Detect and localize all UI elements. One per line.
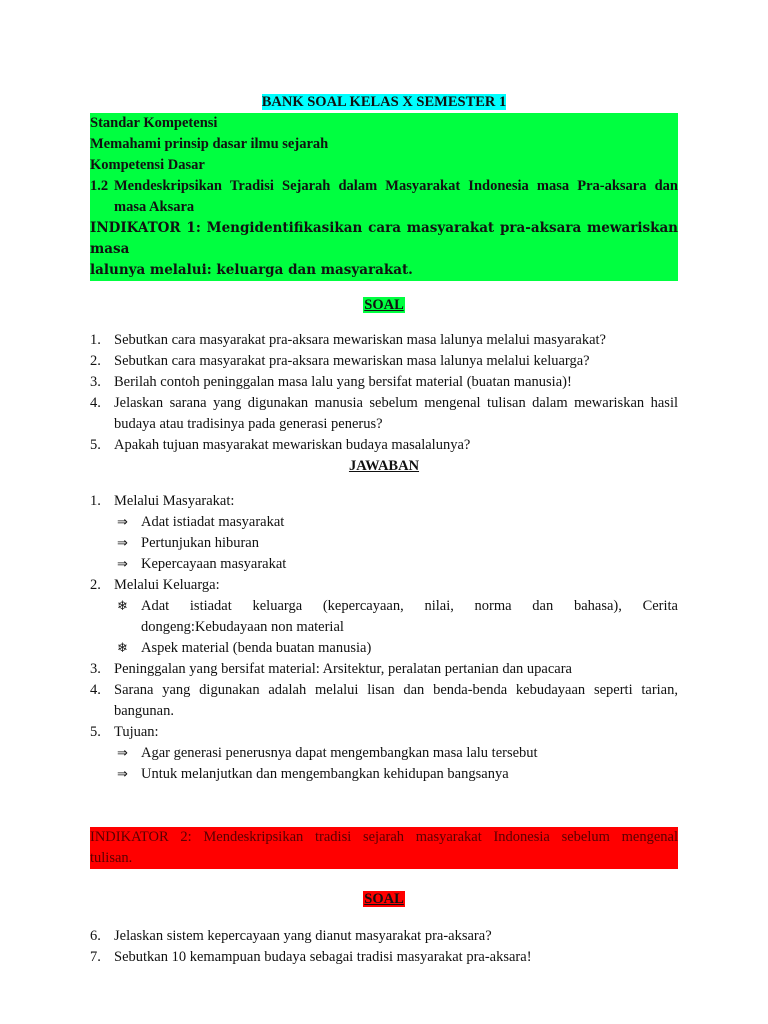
standar-kompetensi-label: Standar Kompetensi	[90, 115, 218, 131]
list-item: 4. Jelaskan sarana yang digunakan manusia sebelum mengenal tulisan dalam mewariskan hasil budaya atau tradisinya pada generasi penerus?	[90, 395, 678, 432]
list-item: 4. Sarana yang digunakan adalah melalui lisan dan benda-benda kebudayaan seperti tarian, bangunan.	[90, 682, 678, 719]
list-item: 1. Melalui Masyarakat:	[90, 493, 235, 509]
list-item: 5. Apakah tujuan masyarakat mewariskan budaya masalalunya?	[90, 437, 471, 453]
list-item: 3. Peninggalan yang bersifat material: Arsitektur, peralatan pertanian dan upacara	[90, 661, 572, 677]
snowflake-icon: ❄	[117, 599, 128, 614]
sub-item: ❄ Adat istiadat keluarga (kepercayaan, nilai, norma dan bahasa), Cerita dongeng:Kebudayaan non material	[117, 596, 678, 638]
competency-block	[90, 113, 678, 281]
snowflake-icon: ❄	[117, 641, 128, 656]
document-content	[90, 92, 678, 968]
list-item: 6. Jelaskan sistem kepercayaan yang dianut masyarakat pra-aksara?	[90, 928, 492, 944]
list-item: 2. Sebutkan cara masyarakat pra-aksara mewariskan masa lalunya melalui keluarga?	[90, 353, 590, 369]
soal-list-2	[90, 926, 678, 968]
kompetensi-dasar-label: Kompetensi Dasar	[90, 157, 205, 173]
arrow-icon: ⇒	[117, 767, 128, 782]
arrow-icon: ⇒	[117, 536, 128, 551]
list-item: 7. Sebutkan 10 kemampuan budaya sebagai tradisi masyarakat pra-aksara!	[90, 949, 532, 965]
jawaban-heading: JAWABAN	[348, 458, 420, 474]
sub-item: ⇒ Kepercayaan masyarakat	[117, 554, 678, 575]
soal-list-1	[90, 330, 678, 456]
sub-item: ⇒ Pertunjukan hiburan	[117, 533, 678, 554]
arrow-icon: ⇒	[117, 557, 128, 572]
indikator-2: INDIKATOR 2: Mendeskripsikan tradisi sejarah masyarakat Indonesia sebelum mengenal tulisan.	[90, 827, 678, 869]
indikator-1: INDIKATOR 1: Mengidentifikasikan cara masyarakat pra-aksara mewariskan masa lalunya melalui: keluarga dan masyarakat.	[90, 220, 678, 278]
soal-heading-2: SOAL	[364, 891, 404, 907]
sub-item: ⇒ Untuk melanjutkan dan mengembangkan kehidupan bangsanya	[117, 764, 678, 785]
sub-item: ❄ Aspek material (benda buatan manusia)	[117, 638, 678, 659]
arrow-icon: ⇒	[117, 515, 128, 530]
standar-kompetensi-text: Memahami prinsip dasar ilmu sejarah	[90, 136, 329, 152]
list-item: 5. Tujuan:	[90, 724, 159, 740]
sub-item: ⇒ Agar generasi penerusnya dapat mengembangkan masa lalu tersebut	[117, 743, 678, 764]
arrow-icon: ⇒	[117, 746, 128, 761]
sub-item: ⇒ Adat istiadat masyarakat	[117, 512, 678, 533]
jawaban-list	[90, 491, 678, 512]
soal-heading-1: SOAL	[364, 297, 404, 313]
list-item: 3. Berilah contoh peninggalan masa lalu yang bersifat material (buatan manusia)!	[90, 374, 572, 390]
page-title: BANK SOAL KELAS X SEMESTER 1	[261, 94, 507, 110]
kompetensi-dasar-item: 1.2 Mendeskripsikan Tradisi Sejarah dalam Masyarakat Indonesia masa Pra-aksara dan masa Aksara	[90, 178, 678, 215]
list-item: 1. Sebutkan cara masyarakat pra-aksara mewariskan masa lalunya melalui masyarakat?	[90, 332, 606, 348]
list-item: 2. Melalui Keluarga:	[90, 577, 220, 593]
